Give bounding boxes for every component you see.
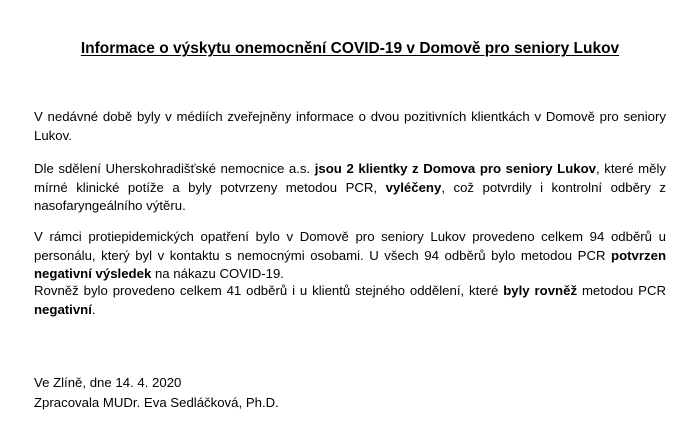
p2-text-2: , které měly mírné klinické potíže a byly potvrzeny metodou PCR,: [34, 161, 666, 195]
p3-bold-negative: potvrzen negativní výsledek: [34, 247, 666, 281]
p4-text-1: Rovněž bylo provedeno celkem 41 odběrů i u klientů stejného oddělení, které: [34, 283, 504, 298]
place-date: Ve Zlíně, dne 14. 4. 2020: [34, 375, 182, 390]
p4-text-2: metodou PCR: [577, 283, 666, 298]
p4-bold-negative: negativní: [34, 301, 92, 317]
paragraph-client-testing: [34, 282, 666, 319]
document-title: Informace o výskytu onemocnění COVID-19 v Domově pro seniory Lukov: [80, 40, 620, 57]
paragraph-hospital-statement: [34, 160, 666, 216]
p4-bold-also: byly rovněž: [503, 283, 578, 298]
p2-text-3: , což potvrdily i kontrolní odběry z nasofaryngeálního výtěru.: [34, 179, 666, 213]
p3-text-2: na nákazu COVID-19.: [151, 266, 284, 281]
p2-text-1: Dle sdělení Uherskohradišťské nemocnice a.s.: [34, 161, 315, 176]
p2-bold-clients: jsou 2 klientky z Domova pro seniory Lukov: [314, 161, 596, 176]
p2-bold-cured: vyléčeny: [385, 179, 442, 195]
paragraph-intro: V nedávné době byly v médiích zveřejněny informace o dvou pozitivních klientkách v Domově pro seniory Lukov.: [34, 109, 666, 143]
author-signature: Zpracovala MUDr. Eva Sedláčková, Ph.D.: [34, 395, 279, 410]
p4-text-3: .: [91, 301, 96, 317]
p3-text-1: V rámci protiepidemických opatření bylo v Domově pro seniory Lukov provedeno celkem 94 odběrů u personálu, který byl v kontaktu s nemocnými osobami. U všech 94 odběrů bylo metodou PCR: [34, 229, 666, 263]
paragraph-staff-testing: [34, 228, 666, 284]
